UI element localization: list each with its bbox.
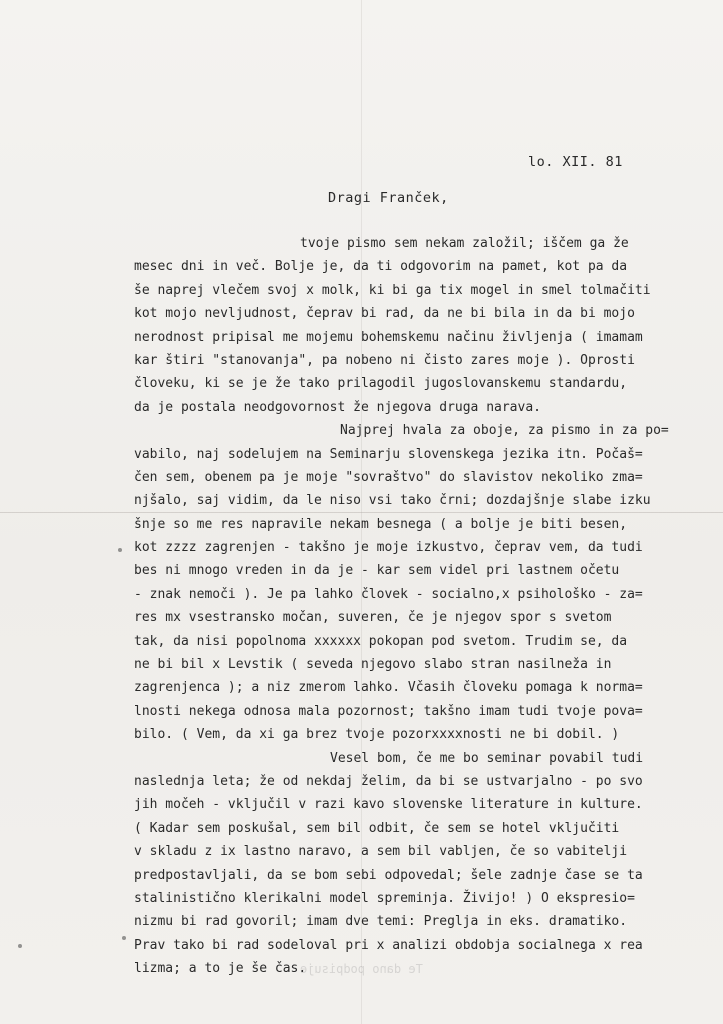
- body-line: ne bi bil x Levstik ( seveda njegovo slabo stran nasilneža in: [134, 657, 612, 673]
- body-line: jih močeh - vključil v razi kavo slovenske literature in kulture.: [134, 797, 643, 813]
- body-line: lnosti nekega odnosa mala pozornost; takšno imam tudi tvoje pova=: [134, 703, 643, 719]
- paper-speck: [118, 548, 122, 552]
- body-line: lizma; a to je še čas.: [134, 961, 307, 977]
- body-line: kar štiri "stanovanja", pa nobeno ni čisto zares moje ). Oprosti: [134, 352, 635, 368]
- letter-date: lo. XII. 81: [528, 154, 623, 170]
- body-line: tvoje pismo sem nekam založil; iščem ga že: [300, 236, 629, 251]
- body-line: nerodnost pripisal me mojemu bohemskemu načinu življenja ( imamam: [134, 329, 643, 345]
- paper-speck: [18, 944, 22, 948]
- show-through-text: Te dano podpisuje: [300, 962, 423, 976]
- body-line: stalinistično klerikalni model spreminja. Živijo! ) O ekspresio=: [134, 890, 635, 906]
- body-line: tak, da nisi popolnoma xxxxxx pokopan pod svetom. Trudim se, da: [134, 633, 628, 649]
- body-line: mesec dni in več. Bolje je, da ti odgovorim na pamet, kot pa da: [134, 259, 628, 275]
- letter-body: [134, 232, 719, 981]
- body-line: nizmu bi rad govoril; imam dve temi: Preglja in eks. dramatiko.: [134, 914, 628, 930]
- body-line: naslednja leta; že od nekdaj želim, da bi se ustvarjalno - po svo: [134, 773, 643, 789]
- body-line: predpostavljali, da se bom sebi odpovedal; šele zadnje čase se ta: [134, 867, 643, 883]
- body-line: - znak nemoči ). Je pa lahko človek - socialno,x psihološko - za=: [134, 586, 643, 602]
- body-line: kot zzzz zagrenjen - takšno je moje izkustvo, čeprav vem, da tudi: [134, 540, 643, 556]
- body-line: Vesel bom, če me bo seminar povabil tudi: [330, 750, 644, 766]
- paper-speck: [122, 936, 126, 940]
- body-line: v skladu z ix lastno naravo, a sem bil vabljen, če so vabitelji: [134, 844, 628, 860]
- body-line: vabilo, naj sodelujem na Seminarju slovenskega jezika itn. Počaš=: [134, 446, 643, 462]
- body-line: bes ni mnogo vreden in da je - kar sem videl pri lastnem očetu: [134, 563, 620, 579]
- body-line: še naprej vlečem svoj x molk, ki bi ga tix mogel in smel tolmačiti: [134, 282, 651, 298]
- body-line: zagrenjenca ); a niz zmerom lahko. Včasih človeku pomaga k norma=: [134, 680, 643, 696]
- body-line: šnje so me res napravile nekam besnega ( a bolje je biti besen,: [134, 516, 628, 532]
- body-line: bilo. ( Vem, da xi ga brez tvoje pozorxxxxnosti ne bi dobil. ): [134, 727, 620, 743]
- body-line: čen sem, obenem pa je moje "sovraštvo" do slavistov nekoliko zma=: [134, 469, 643, 485]
- body-line: njšalo, saj vidim, da le niso vsi tako črni; dozdajšnje slabe izku: [134, 493, 651, 509]
- body-line: kot mojo nevljudnost, čeprav bi rad, da ne bi bila in da bi mojo: [134, 306, 635, 322]
- body-line: človeku, ki se je že tako prilagodil jugoslovanskemu standardu,: [134, 376, 628, 392]
- body-line: Najprej hvala za oboje, za pismo in za po=: [340, 423, 669, 439]
- body-line: da je postala neodgovornost že njegova druga narava.: [134, 399, 541, 415]
- body-line: ( Kadar sem poskušal, sem bil odbit, če sem se hotel vključiti: [134, 820, 620, 836]
- body-line: res mx vsestransko močan, suveren, če je njegov spor s svetom: [134, 610, 612, 626]
- letter-salutation: Dragi Franček,: [328, 190, 449, 206]
- body-line: Prav tako bi rad sodeloval pri x analizi obdobja socialnega x rea: [134, 937, 643, 953]
